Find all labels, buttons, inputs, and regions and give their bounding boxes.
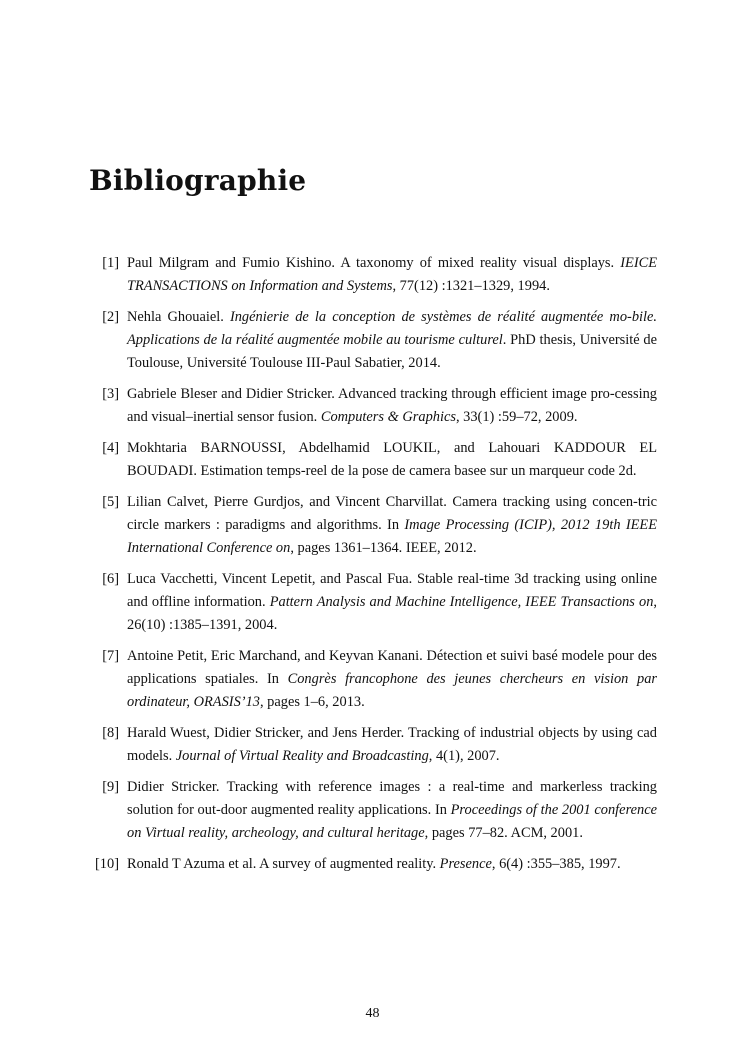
reference-number: [9]: [102, 779, 119, 795]
page-number: 48: [365, 1006, 380, 1021]
reference-segment: Harald Wuest, Didier Stricker, and Jens Herder. Tracking of industrial objects by using cad models.: [127, 725, 657, 764]
reference-text: [127, 645, 657, 714]
reference-venue: Ingénierie de la conception de systèmes de réalité augmentée mo-bile. Applications de la réalité augmentée mobile au tourisme culturel: [127, 309, 657, 348]
reference-number: [10]: [95, 856, 119, 872]
reference-segment: Antoine Petit, Eric Marchand, and Keyvan Kanani. Détection et suivi basé modele pour des applications spatiales. In: [127, 648, 657, 687]
reference-text: [127, 383, 657, 429]
reference-text: [127, 568, 657, 637]
reference-venue: IEICE TRANSACTIONS on Information and Systems: [127, 255, 657, 294]
bibliography-entry: [89, 491, 657, 560]
reference-segment: Gabriele Bleser and Didier Stricker. Advanced tracking through efficient image pro-cessing and visual–inertial sensor fusion.: [127, 386, 657, 425]
reference-number: [2]: [102, 309, 119, 325]
reference-venue: Presence: [439, 856, 492, 872]
bibliography-entry: [89, 252, 657, 298]
bibliography-entry: [89, 306, 657, 375]
reference-text: [127, 722, 657, 768]
reference-segment: Mokhtaria BARNOUSSI, Abdelhamid LOUKIL, and Lahouari KADDOUR EL BOUDADI. Estimation temps-reel de la pose de camera basee sur un marqueur code 2d.: [127, 440, 657, 479]
reference-segment: Lilian Calvet, Pierre Gurdjos, and Vincent Charvillat. Camera tracking using concen-tric circle markers : paradigms and algorithms. In: [127, 494, 657, 533]
reference-text: [127, 252, 657, 298]
reference-text: [127, 853, 657, 876]
reference-number: [1]: [102, 255, 119, 271]
reference-segment: , pages 1–6, 2013.: [259, 694, 365, 710]
reference-number: [4]: [102, 440, 119, 456]
reference-segment: . PhD thesis, Université de Toulouse, Université Toulouse III-Paul Sabatier, 2014.: [127, 332, 657, 371]
reference-number: [5]: [102, 494, 119, 510]
reference-segment: , 77(12) :1321–1329, 1994.: [392, 278, 550, 294]
bibliography-entry: [89, 776, 657, 845]
reference-segment: , 26(10) :1385–1391, 2004.: [127, 594, 657, 633]
bibliography-entry: [89, 722, 657, 768]
reference-segment: , 6(4) :355–385, 1997.: [491, 856, 621, 872]
reference-venue: Image Processing (ICIP), 2012 19th IEEE International Conference on: [127, 517, 657, 556]
reference-text: [127, 306, 657, 375]
reference-segment: , pages 77–82. ACM, 2001.: [424, 825, 583, 841]
reference-venue: Journal of Virtual Reality and Broadcasting: [175, 748, 429, 764]
reference-segment: Didier Stricker. Tracking with reference images : a real-time and markerless tracking solution for out-door augmented reality applications. In: [127, 779, 657, 818]
reference-number: [3]: [102, 386, 119, 402]
reference-number: [8]: [102, 725, 119, 741]
reference-segment: Nehla Ghouaiel.: [127, 309, 230, 325]
reference-text: [127, 776, 657, 845]
reference-number: [6]: [102, 571, 119, 587]
reference-venue: Pattern Analysis and Machine Intelligence, IEEE Transactions on: [269, 594, 654, 610]
bibliography-entry: [89, 568, 657, 637]
bibliography-entry: [89, 853, 657, 876]
reference-segment: , 4(1), 2007.: [428, 748, 500, 764]
reference-venue: Proceedings of the 2001 conference on Virtual reality, archeology, and cultural heritage: [127, 802, 657, 841]
bibliography-entry: [89, 645, 657, 714]
reference-venue: Computers & Graphics: [320, 409, 456, 425]
reference-text: [127, 437, 657, 483]
bibliography-entry: [89, 437, 657, 483]
reference-segment: Paul Milgram and Fumio Kishino. A taxonomy of mixed reality visual displays.: [127, 255, 621, 271]
reference-segment: , pages 1361–1364. IEEE, 2012.: [290, 540, 477, 556]
bibliography-entry: [89, 383, 657, 429]
reference-segment: Ronald T Azuma et al. A survey of augmented reality.: [127, 856, 440, 872]
reference-segment: , 33(1) :59–72, 2009.: [455, 409, 578, 425]
reference-number: [7]: [102, 648, 119, 664]
reference-venue: Congrès francophone des jeunes chercheurs en vision par ordinateur, ORASIS’13: [127, 671, 658, 710]
page-title: Bibliographie: [89, 164, 307, 197]
bibliography-list: [89, 252, 657, 884]
reference-text: [127, 491, 657, 560]
reference-segment: Luca Vacchetti, Vincent Lepetit, and Pascal Fua. Stable real-time 3d tracking using online and offline information.: [127, 571, 657, 610]
